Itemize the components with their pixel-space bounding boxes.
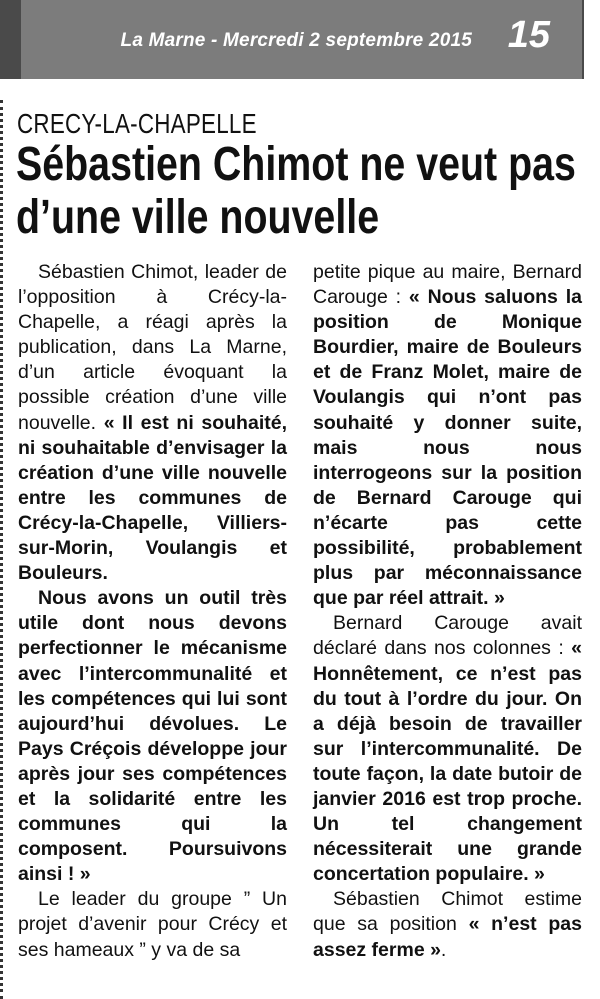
paragraph bbox=[18, 586, 287, 887]
paragraph-text: petite pique au maire, Bernard Carouge : bbox=[313, 261, 582, 309]
dotted-margin-rule bbox=[0, 100, 3, 999]
paragraph-end: . bbox=[440, 938, 447, 961]
paragraph bbox=[313, 260, 582, 611]
paragraph-text: Le leader du groupe ” Un projet d’avenir pour Crécy et ses hameaux ” y va de sa bbox=[18, 888, 287, 961]
headline-line-1: Sébastien Chimot ne veut pas bbox=[16, 138, 576, 191]
paragraph bbox=[18, 887, 287, 962]
page-header bbox=[0, 0, 584, 79]
header-band bbox=[21, 0, 582, 79]
quote-text: « Il est ni souhaité, ni souhaitable d’envisager la création d’une ville nouvelle entre les communes de Crécy-la-Chapelle, Villiers-sur-Morin, Voulangis et Bouleurs. bbox=[18, 411, 287, 585]
paragraph-text: Bernard Carouge avait déclaré dans nos colonnes : bbox=[313, 612, 582, 660]
quote-text: « Honnêtement, ce n’est pas du tout à l’ordre du jour. On a déjà besoin de travailler sur l’intercommunalité. De toute façon, la date butoir de janvier 2016 est trop proche. Un tel changement nécessiterait une grande concertation populaire. » bbox=[313, 637, 582, 886]
page-number: 15 bbox=[507, 14, 550, 56]
paragraph bbox=[313, 611, 582, 887]
paragraph bbox=[313, 887, 582, 962]
publication-date: La Marne - Mercredi 2 septembre 2015 bbox=[120, 30, 472, 51]
article-headline bbox=[16, 138, 582, 244]
quote-text: « Nous saluons la position de Monique Bourdier, maire de Bouleurs et de Franz Molet, maire de Voulangis qui n’ont pas souhaité y donner suite, mais nous nous interrogeons sur la position de Bernard Carouge qui n’écarte pas cette possibilité, probablement plus par méconnaissance que par réel attrait. » bbox=[313, 286, 582, 610]
paragraph-text: Sébastien Chimot estime que sa position bbox=[313, 888, 582, 936]
quote-text: « n’est pas assez ferme » bbox=[313, 913, 582, 961]
paragraph bbox=[18, 260, 287, 586]
paragraph-text: Sébastien Chimot, leader de l’opposition à Crécy-la-Chapelle, a réagi après la publication, dans La Marne, d’un article évoquant la possible création d’une ville nouvelle. bbox=[18, 261, 287, 434]
article-column-left bbox=[18, 260, 287, 963]
headline-line-2: d’une ville nouvelle bbox=[16, 191, 380, 244]
article-column-right bbox=[313, 260, 582, 963]
article-kicker: CRECY-LA-CHAPELLE bbox=[17, 108, 257, 139]
quote-text: Nous avons un outil très utile dont nous devons perfectionner le mécanisme avec l’intercommunalité et les compétences qui lui sont aujourd’hui dévolues. Le Pays Créçois développe jour après jour ses compétences et la solidarité entre les communes qui la composent. Poursuivons ainsi ! » bbox=[18, 587, 287, 886]
